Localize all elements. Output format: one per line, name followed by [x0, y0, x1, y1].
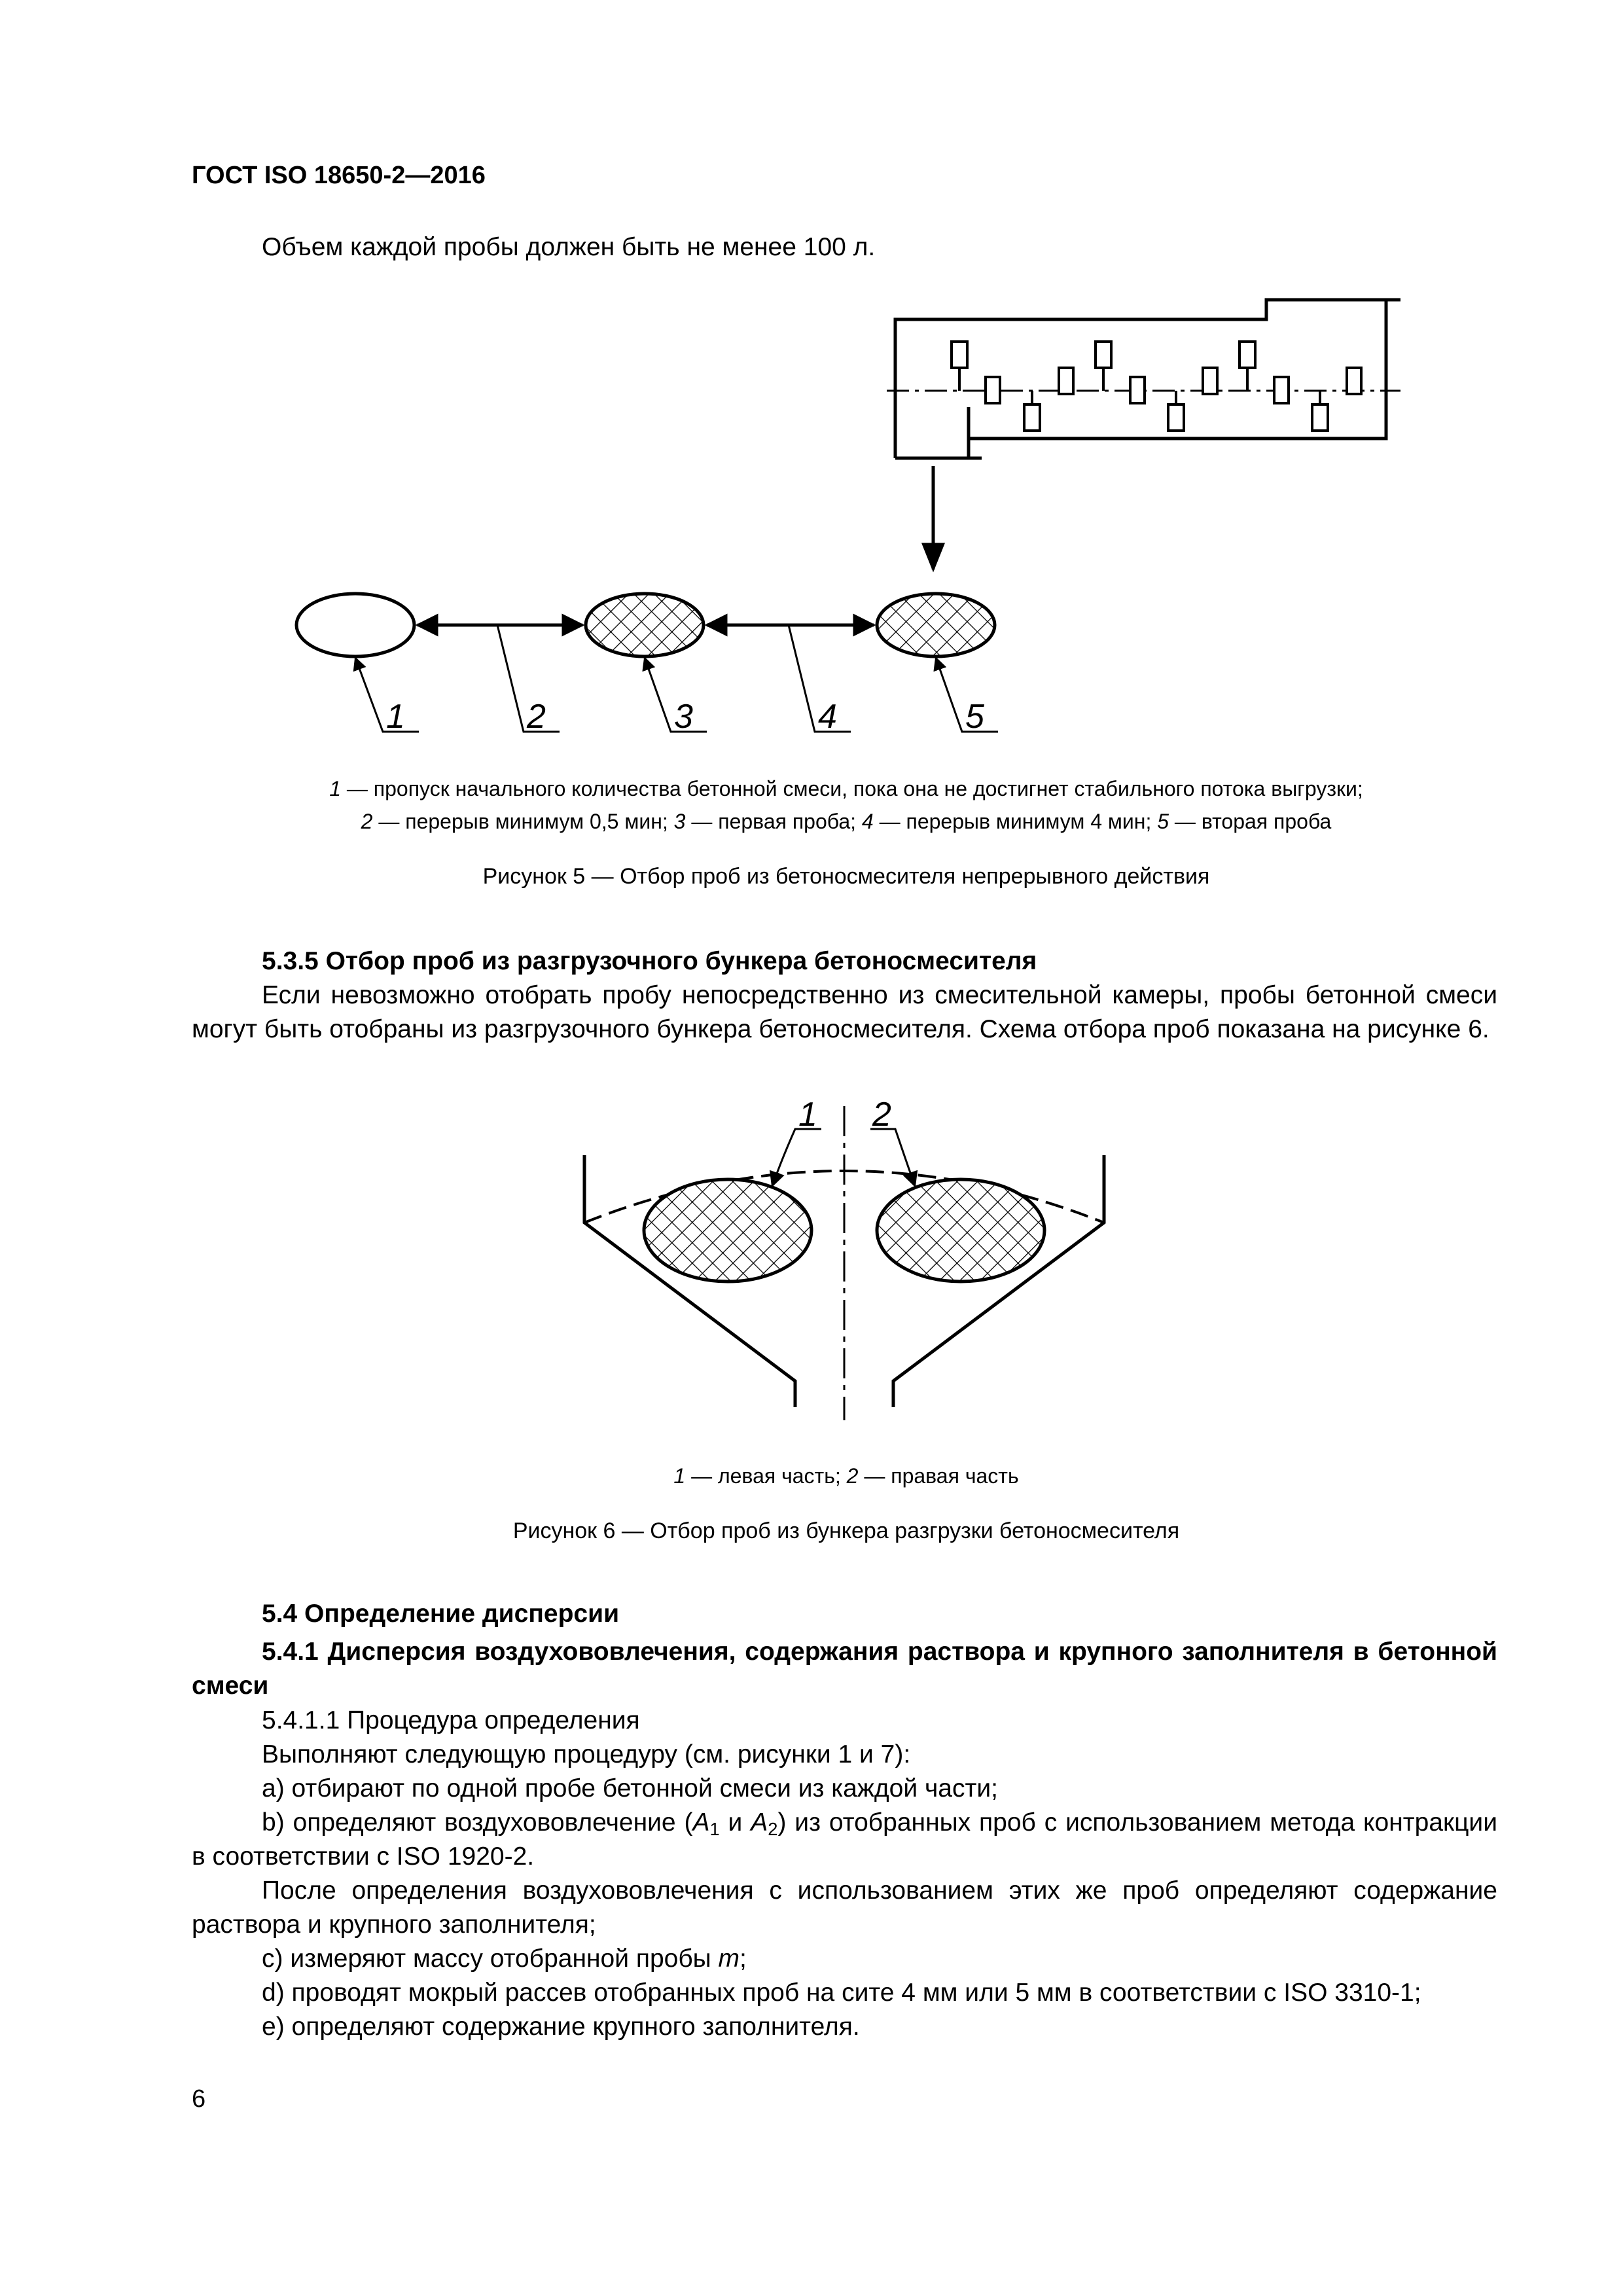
legend-line-1: 1 — пропуск начального количества бетонной смеси, пока она не достигнет стабильного потока выгрузки;	[329, 777, 1363, 800]
section-5-4-1-title: 5.4.1 Дисперсия воздухововлечения, содержания раствора и крупного заполнителя в бетонной смеси	[192, 1638, 1497, 1700]
figure-6-caption: Рисунок 6 — Отбор проб из бункера разгрузки бетоносмесителя	[512, 1518, 1180, 1543]
page-number: 6	[192, 2085, 206, 2113]
section-5-3-5-title: 5.3.5 Отбор проб из разгрузочного бункера бетоносмесителя	[262, 947, 1037, 975]
left-part-sample	[644, 1179, 812, 1282]
legend-line-2: 2 — перерыв минимум 0,5 мин; 3 — первая проба; 4 — перерыв минимум 4 мин; 5 — вторая проба	[361, 810, 1332, 833]
fig5-label-5: 5	[965, 698, 984, 736]
figure-6-legend: 1 — левая часть; 2 — правая часть	[673, 1464, 1019, 1488]
fig5-label-4: 4	[818, 698, 837, 736]
fig5-label-3: 3	[674, 698, 693, 736]
right-part-sample	[877, 1179, 1044, 1282]
item-c: с) измеряют массу отобранной пробы m;	[262, 1945, 747, 1973]
item-d: d) проводят мокрый рассев отобранных проб на сите 4 мм или 5 мм в соответствии с ISO 3310-1;	[262, 1979, 1421, 2007]
fig5-label-1: 1	[386, 698, 405, 736]
section-5-3-5-text: Если невозможно отобрать пробу непосредственно из смесительной камеры, пробы бетонной смеси могут быть отобраны из разгрузочного бункера бетоносмесителя. Схема отбора проб показана на рисунке 6.	[192, 981, 1497, 1043]
document-header: ГОСТ ISO 18650-2—2016	[192, 162, 486, 189]
item-b: b) определяют воздухововлечение ($A_1$ и $A_2$) из отобранных проб с использованием метода контракции в соответствии с ISO 1920-2.	[192, 1808, 1497, 1871]
fig6-label-2: 2	[872, 1096, 891, 1134]
section-5-4-title: 5.4 Определение дисперсии	[262, 1600, 620, 1628]
fig6-label-1: 1	[798, 1096, 817, 1134]
item-e: е) определяют содержание крупного заполнителя.	[262, 2013, 860, 2041]
figure-5-caption: Рисунок 5 — Отбор проб из бетоносмесителя непрерывного действия	[482, 864, 1210, 889]
item-a: а) отбирают по одной пробе бетонной смеси из каждой части;	[262, 1774, 998, 1803]
intro-text: Объем каждой пробы должен быть не менее 100 л.	[262, 233, 876, 261]
procedure-intro: Выполняют следующую процедуру (см. рисунки 1 и 7):	[262, 1740, 911, 1768]
procedure-title: 5.4.1.1 Процедура определения	[262, 1706, 640, 1734]
fig5-label-2: 2	[527, 698, 546, 736]
after-item-b: После определения воздухововлечения с использованием этих же проб определяют содержание раствора и крупного заполнителя;	[192, 1876, 1497, 1939]
